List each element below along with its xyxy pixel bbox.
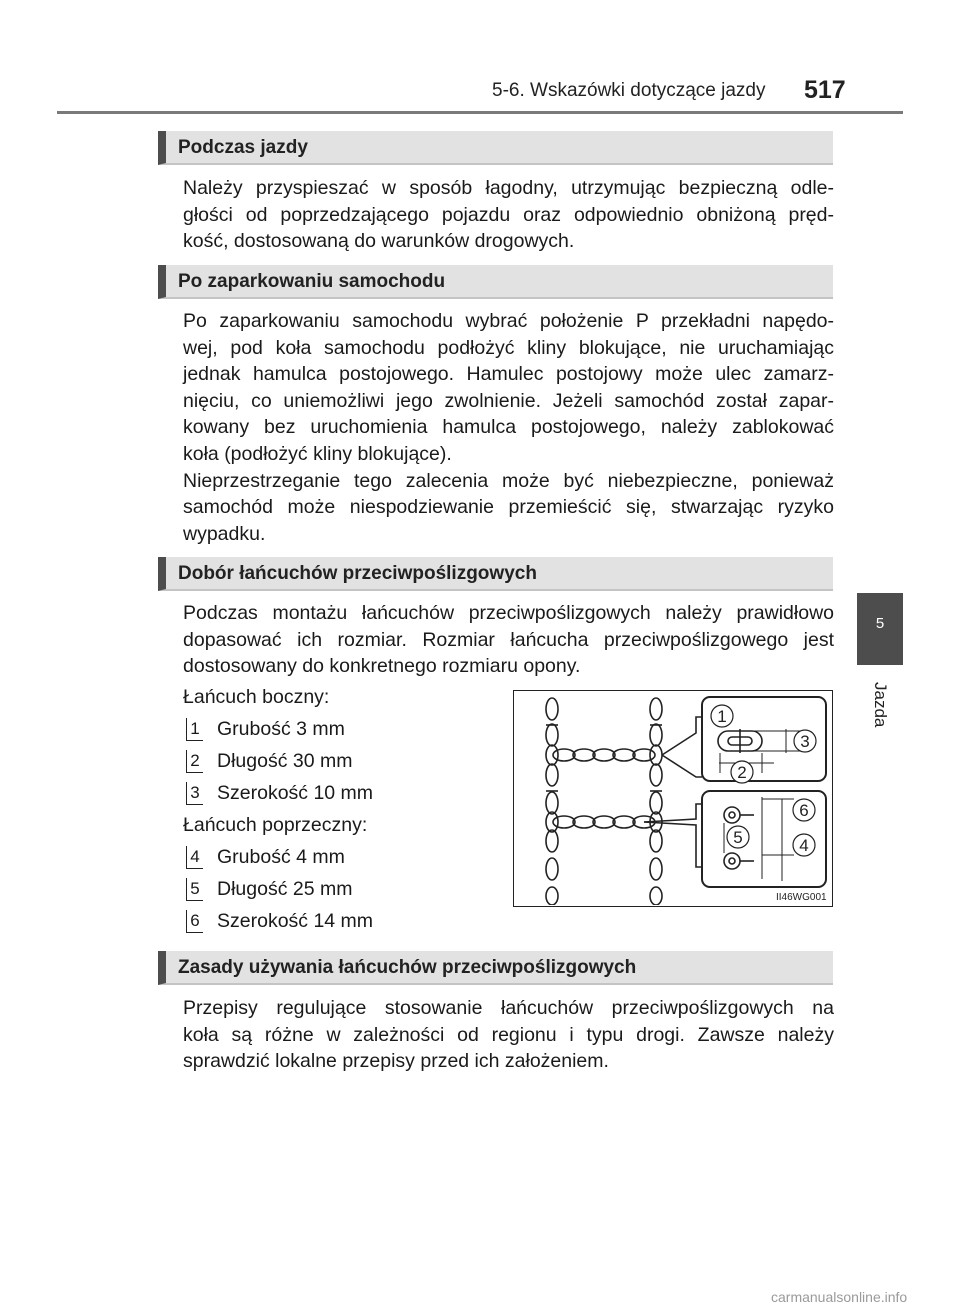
chapter-tab[interactable] bbox=[857, 593, 903, 665]
paragraph-chain-selection bbox=[183, 600, 834, 680]
section-heading-text: Dobór łańcuchów przeciwpoślizgowych bbox=[178, 563, 537, 584]
paragraph-driving bbox=[183, 175, 834, 255]
callout-number: 5 bbox=[186, 878, 203, 901]
callout-label: 3 bbox=[800, 732, 810, 751]
callout-label: 4 bbox=[799, 836, 809, 855]
chain-illustration bbox=[514, 691, 831, 905]
figure-code: II46WG001 bbox=[776, 892, 827, 903]
vertical-chain-left bbox=[546, 698, 558, 905]
cross-chain-upper bbox=[546, 745, 662, 765]
section-heading-driving bbox=[158, 131, 833, 165]
text-line: samochód może niespodziewanie przemieścić się, stwarzając ryzyko bbox=[183, 496, 834, 519]
callout-label: 1 bbox=[717, 707, 727, 726]
text-line: głości od poprzedzającego pojazdu oraz odpowiednio obniżoną pręd- bbox=[183, 203, 834, 226]
figure-callout-6 bbox=[793, 799, 815, 821]
spec-text: Długość 30 mm bbox=[217, 750, 353, 772]
text-line: jednak hamulca postojowego. Hamulec postojowy może ulec zamarz- bbox=[183, 363, 834, 386]
section-heading-parking bbox=[158, 265, 833, 299]
chain-dimensions-figure bbox=[513, 690, 833, 907]
chapter-tab-number: 5 bbox=[875, 615, 885, 632]
figure-callout-1 bbox=[711, 705, 733, 727]
callout-number: 4 bbox=[186, 846, 203, 869]
callout-label: 5 bbox=[733, 828, 743, 847]
text-line: dostosowany do konkretnego rozmiaru opony. bbox=[183, 655, 581, 678]
figure-callout-3 bbox=[794, 730, 816, 752]
callout-label: 6 bbox=[799, 801, 809, 820]
figure-callout-4 bbox=[793, 834, 815, 856]
callout-number: 3 bbox=[186, 782, 203, 805]
page-number: 517 bbox=[804, 76, 846, 104]
header-divider bbox=[57, 111, 903, 114]
paragraph-parking bbox=[183, 308, 834, 547]
chapter-tab-label: Jazda bbox=[871, 682, 890, 728]
section-heading-text: Zasady używania łańcuchów przeciwpoślizgowych bbox=[178, 957, 637, 978]
text-line: kość, dostosowaną do warunków drogowych. bbox=[183, 230, 575, 253]
cross-chain-heading: Łańcuch poprzeczny: bbox=[183, 814, 368, 836]
section-heading-chain-selection bbox=[158, 557, 833, 591]
paragraph-chain-rules bbox=[183, 995, 834, 1075]
spec-text: Grubość 3 mm bbox=[217, 718, 345, 740]
spec-text: Szerokość 10 mm bbox=[217, 782, 374, 804]
callout-number: 1 bbox=[186, 718, 203, 741]
text-line: Nieprzestrzeganie tego zalecenia może być niebezpieczne, ponieważ bbox=[183, 469, 834, 492]
figure-callout-2 bbox=[731, 761, 753, 783]
side-chain-heading: Łańcuch boczny: bbox=[183, 686, 330, 708]
spec-text: Szerokość 14 mm bbox=[217, 910, 374, 932]
header-section-title: 5-6. Wskazówki dotyczące jazdy bbox=[492, 80, 766, 101]
text-line: Należy przyspieszać w sposób łagodny, utrzymując bezpieczną odle- bbox=[183, 177, 834, 199]
spec-text: Długość 25 mm bbox=[217, 878, 353, 900]
callout-number: 2 bbox=[186, 750, 203, 773]
text-line: nięciu, co uniemożliwi jego zwolnienie. Jeżeli samochód został zapar- bbox=[183, 389, 834, 412]
section-heading-text: Podczas jazdy bbox=[178, 137, 308, 158]
text-line: wypadku. bbox=[183, 522, 266, 545]
text-line: sprawdzić lokalne przepisy przed ich założeniem. bbox=[183, 1050, 609, 1073]
watermark-link[interactable]: carmanualsonline.info bbox=[771, 1289, 908, 1305]
section-heading-text: Po zaparkowaniu samochodu bbox=[178, 271, 446, 292]
text-line: wej, pod koła samochodu podłożyć kliny blokujące, nie uruchamiając bbox=[183, 336, 834, 359]
callout-label: 2 bbox=[737, 763, 747, 782]
figure-callout-5 bbox=[727, 826, 749, 848]
text-line: koła (podłożyć kliny blokujące). bbox=[183, 442, 452, 465]
callout-number: 6 bbox=[186, 910, 203, 933]
spec-text: Grubość 4 mm bbox=[217, 846, 345, 868]
section-heading-chain-rules bbox=[158, 951, 833, 985]
text-line: Po zaparkowaniu samochodu wybrać położenie P przekładni napędo- bbox=[183, 310, 834, 332]
text-line: Podczas montażu łańcuchów przeciwpoślizgowych należy prawidłowo bbox=[183, 602, 834, 624]
text-line: kowany bez uruchomienia hamulca postojowego, należy zablokować bbox=[183, 416, 834, 439]
text-line: koła są różne w zależności od regionu i typu drogi. Zawsze należy bbox=[183, 1023, 834, 1046]
text-line: dopasować ich rozmiar. Rozmiar łańcucha przeciwpoślizgowego jest bbox=[183, 628, 834, 651]
text-line: Przepisy regulujące stosowanie łańcuchów przeciwpoślizgowych na bbox=[183, 997, 834, 1019]
vertical-chain-right bbox=[650, 698, 662, 905]
